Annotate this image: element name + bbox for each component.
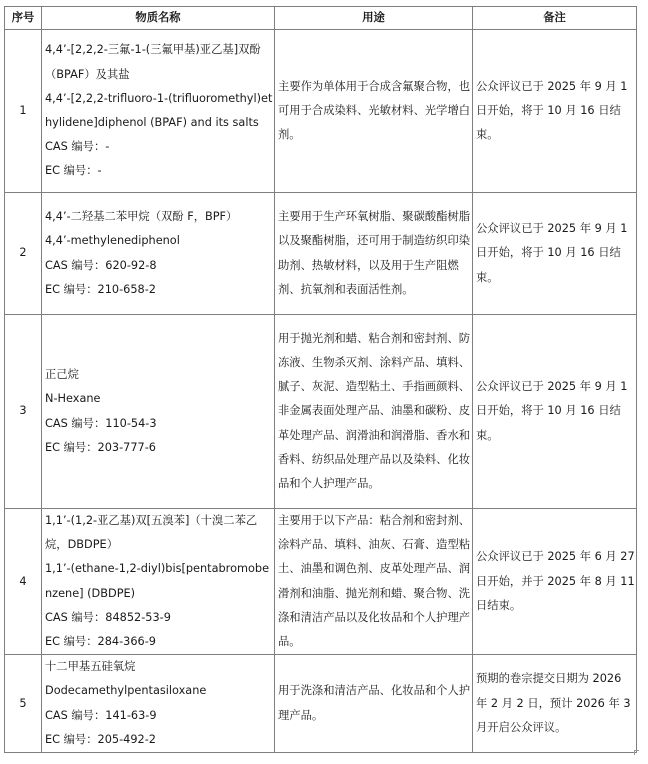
cas-number: CAS 编号：110-54-3: [45, 416, 157, 430]
row-number: 4: [5, 509, 42, 655]
substance-name-cell: [42, 30, 275, 193]
substance-name-en: 4,4’-[2,2,2-trifluoro-1-(trifluoromethyl)ethylidene]diphenol (BPAF) and its salts: [45, 91, 273, 129]
table-body: [5, 30, 637, 753]
use-cell: 用于抛光剂和蜡、粘合剂和密封剂、防冻液、生物杀灭剂、涂料产品、填料、腻子、灰泥、造型粘土、手指画颜料、非金属表面处理产品、油墨和碳粉、皮革处理产品、润滑油和润滑脂、香水和香料、纺织品处理产品以及染料、化妆品和个人护理产品。: [275, 315, 473, 509]
table-header: [5, 7, 637, 30]
substance-name-cell: [42, 193, 275, 315]
cas-number: CAS 编号：141-63-9: [45, 708, 157, 722]
table-row: [5, 315, 637, 509]
remark-cell: 公众评议已于 2025 年 9 月 1 日开始，将于 10 月 16 日结束。: [473, 30, 637, 193]
substance-name-en: 1,1’-(ethane-1,2-diyl)bis[pentabromobenzene] (DBDPE): [45, 562, 270, 600]
use-cell: 主要作为单体用于合成含氟聚合物，也可用于合成染料、光敏材料、光学增白剂。: [275, 30, 473, 193]
substance-name-cn: 4,4’-二羟基二苯甲烷（双酚 F，BPF）: [45, 210, 238, 224]
row-number: 1: [5, 30, 42, 193]
substance-name-en: Dodecamethylpentasiloxane: [45, 684, 207, 698]
substance-table: [4, 6, 637, 753]
cas-number: CAS 编号：-: [45, 140, 110, 154]
substance-name-en: N-Hexane: [45, 392, 101, 406]
use-cell: 用于洗涤和清洁产品、化妆品和个人护理产品。: [275, 655, 473, 753]
substance-name-cell: [42, 315, 275, 509]
row-number: 2: [5, 193, 42, 315]
header-row: [5, 7, 637, 30]
substance-name-en: 4,4’-methylenediphenol: [45, 234, 180, 248]
remark-cell: 公众评议已于 2025 年 9 月 1 日开始，将于 10 月 16 日结束。: [473, 315, 637, 509]
remark-cell: 预期的卷宗提交日期为 2026 年 2 月 2 日，预计 2026 年 3 月开启公众评议。: [473, 655, 637, 753]
cas-number: CAS 编号：620-92-8: [45, 258, 157, 272]
ec-number: EC 编号：203-777-6: [45, 440, 156, 454]
header-use: 用途: [275, 7, 473, 30]
ec-number: EC 编号：284-366-9: [45, 635, 156, 649]
substance-name-cell: [42, 655, 275, 753]
header-remark: 备注: [473, 7, 637, 30]
header-name: 物质名称: [42, 7, 275, 30]
use-cell: 主要用于生产环氧树脂、聚碳酸酯树脂以及聚酯树脂，还可用于制造纺织印染助剂、热敏材料，以及用于生产阻燃剂、抗氧剂和表面活性剂。: [275, 193, 473, 315]
remark-cell: 公众评议已于 2025 年 6 月 27 日开始，并于 2025 年 8 月 11 日结束。: [473, 509, 637, 655]
remark-cell: 公众评议已于 2025 年 9 月 1 日开始，将于 10 月 16 日结束。: [473, 193, 637, 315]
page-corner-mark: [634, 750, 639, 755]
table-row: [5, 30, 637, 193]
row-number: 5: [5, 655, 42, 753]
ec-number: EC 编号：-: [45, 164, 102, 178]
row-number: 3: [5, 315, 42, 509]
substance-name-cn: 1,1’-(1,2-亚乙基)双[五溴苯]（十溴二苯乙烷，DBDPE）: [45, 514, 258, 552]
substance-name-cn: 十二甲基五硅氧烷: [45, 660, 136, 674]
cas-number: CAS 编号：84852-53-9: [45, 610, 171, 624]
substance-name-cn: 正己烷: [45, 368, 79, 382]
ec-number: EC 编号：205-492-2: [45, 732, 156, 746]
ec-number: EC 编号：210-658-2: [45, 282, 156, 296]
substance-name-cell: [42, 509, 275, 655]
substance-name-cn: 4,4’-[2,2,2-三氟-1-(三氟甲基)亚乙基]双酚（BPAF）及其盐: [45, 43, 261, 81]
table-row: [5, 193, 637, 315]
header-no: 序号: [5, 7, 42, 30]
use-cell: 主要用于以下产品：粘合剂和密封剂、涂料产品、填料、油灰、石膏、造型粘土、油墨和调色剂、皮革处理产品、润滑剂和油脂、抛光剂和蜡、聚合物、洗涤和清洁产品以及化妆品和个人护理产品。: [275, 509, 473, 655]
table-row: [5, 509, 637, 655]
table-row: [5, 655, 637, 753]
